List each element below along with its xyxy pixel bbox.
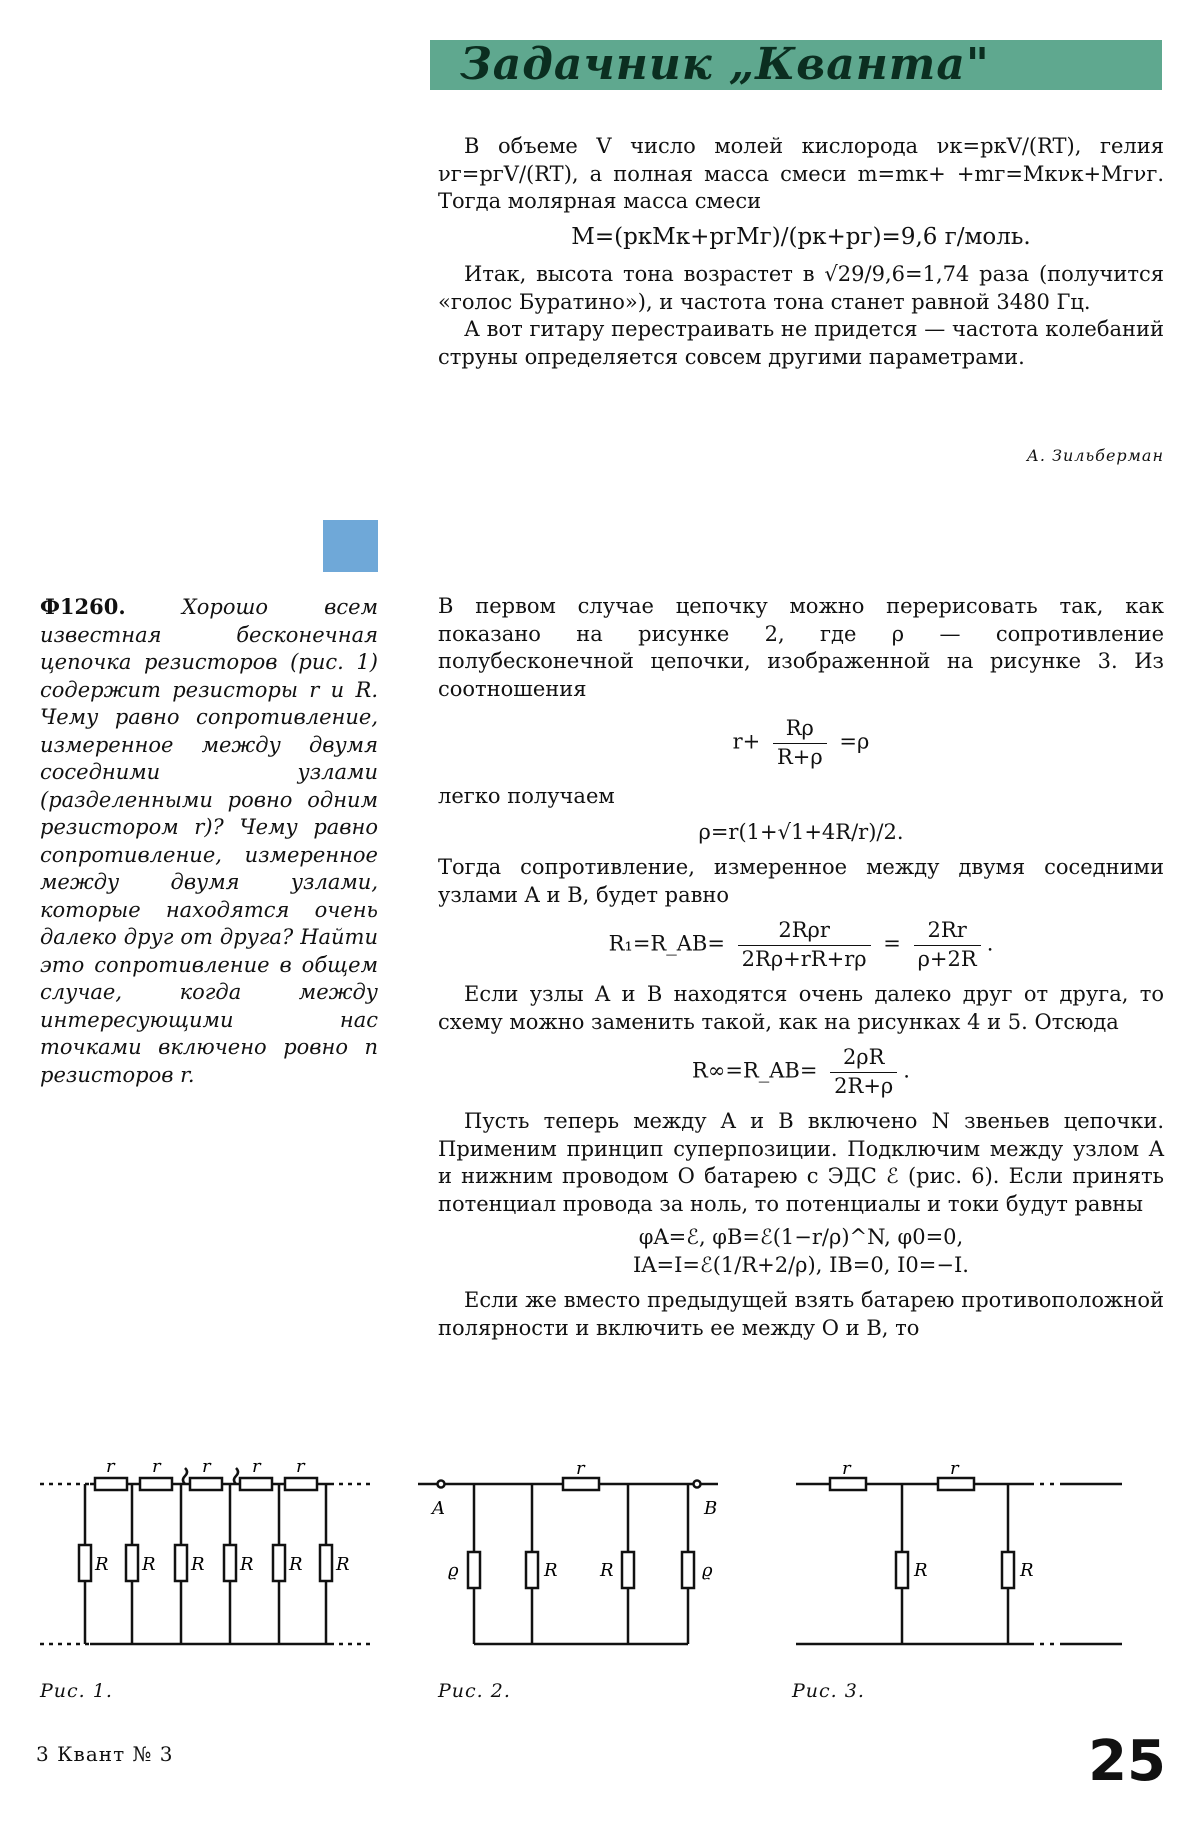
label-r: r — [252, 1456, 261, 1477]
label-R: R — [336, 1554, 350, 1575]
figure-3-caption: Рис. 3. — [792, 1680, 865, 1702]
paragraph: В первом случае цепочку можно перерисовать так, как показано на рисунке 2, где ρ — сопротивление полубесконечной цепочки, изображенной на рисунке 3. Из соотношения — [438, 594, 1164, 701]
label-r: r — [842, 1458, 851, 1479]
section-banner — [430, 40, 1162, 90]
label-R: R — [600, 1560, 614, 1581]
label-rho: ϱ — [448, 1560, 459, 1581]
issue-footer: 3 Квант № 3 — [36, 1742, 174, 1766]
paragraph: Если же вместо предыдущей взять батарею противоположной полярности и включить ее между O и B, то — [438, 1288, 1164, 1340]
equation: M=(pкMк+pгMг)/(pк+pг)=9,6 г/моль. — [571, 223, 1031, 250]
label-rho: ϱ — [702, 1560, 713, 1581]
label-r: r — [152, 1456, 161, 1477]
paragraph: Если узлы A и B находятся очень далеко друг от друга, то схему можно заменить такой, как на рисунках 4 и 5. Отсюда — [438, 982, 1164, 1034]
label-r: r — [202, 1456, 211, 1477]
label-R: R — [914, 1560, 928, 1581]
page-number: 25 — [1088, 1729, 1166, 1794]
equation-5: φA=ℰ, φB=ℰ(1−r/ρ)^N, φ0=0, — [638, 1225, 964, 1249]
label-r: r — [106, 1456, 115, 1477]
problem-number: Ф1260. — [40, 594, 126, 619]
solution-body — [438, 593, 1164, 1342]
label-R: R — [289, 1554, 303, 1575]
equation-2: ρ=r(1+√1+4R/r)/2. — [698, 819, 904, 844]
equation-3: R₁=R_AB= $\frac{\text{2Rρr}}{2R\rho+rR+r\rho}$ = $\frac{2Rr}{\rho+2R}$ . — [608, 918, 994, 971]
figure-2-circuit — [418, 1458, 758, 1660]
label-r: r — [296, 1456, 305, 1477]
paragraph: Пусть теперь между A и B включено N звеньев цепочки. Применим принцип суперпозиции. Подключим между узлом A и нижним проводом O батарею с ЭДС ℰ (рис. 6). Если принять потенциал провода за ноль, то потенциалы и токи будут равны — [438, 1109, 1164, 1216]
label-R: R — [95, 1554, 109, 1575]
section-title: Задачник „Кванта" — [460, 39, 990, 90]
previous-solution — [438, 133, 1164, 371]
label-B: B — [704, 1498, 718, 1519]
label-R: R — [240, 1554, 254, 1575]
label-R: R — [142, 1554, 156, 1575]
label-R: R — [191, 1554, 205, 1575]
figure-1-caption: Рис. 1. — [40, 1680, 113, 1702]
equation-6: IA=I=ℰ(1/R+2/ρ), IB=0, I0=−I. — [633, 1252, 969, 1277]
paragraph: Тогда сопротивление, измеренное между двумя соседними узлами A и B, будет равно — [438, 855, 1164, 907]
equation-4: R∞=R_AB= $\frac{2\rho R}{2R+\rho}$ . — [692, 1045, 910, 1098]
label-A: A — [432, 1498, 445, 1519]
figure-3-circuit — [790, 1458, 1130, 1660]
label-R: R — [544, 1560, 558, 1581]
paragraph: В объеме V число молей кислорода νк=pкV/(RT), гелия νг=pгV/(RT), а полная масса смеси m=mк+ +mг=Mкνк+Mгνг. Тогда молярная масса смеси — [438, 134, 1164, 213]
equation-1: r+ $\frac{R\rho}{R+\rho}$ =ρ — [732, 716, 870, 769]
paragraph: легко получаем — [438, 784, 615, 808]
figure-2-caption: Рис. 2. — [438, 1680, 511, 1702]
paragraph: А вот гитару перестраивать не придется — частота колебаний струны определяется совсем другими параметрами. — [438, 317, 1164, 369]
figure-1-circuit — [40, 1456, 380, 1660]
paragraph: Итак, высота тона возрастет в √29/9,6=1,74 раза (получится «голос Буратино»), и частота тона станет равной 3480 Гц. — [438, 262, 1164, 314]
label-r: r — [576, 1458, 585, 1479]
label-R: R — [1020, 1560, 1034, 1581]
problem-marker — [323, 520, 378, 572]
author: А. Зильберман — [1026, 446, 1164, 465]
problem-text: Хорошо всем известная бесконечная цепочка резисторов (рис. 1) содержит резисторы r и R. Чему равно сопротивление, измеренное между двумя соседними узлами (разделенными ровно одним резистором r)? Чему равно сопротивление, измеренное между двумя узлами, которые находятся очень далеко друг от друга? Найти это сопротивление в общем случае, когда между интересующими нас точками включено ровно n резисторов r. — [40, 595, 378, 1087]
label-r: r — [950, 1458, 959, 1479]
problem-statement — [40, 593, 378, 1089]
